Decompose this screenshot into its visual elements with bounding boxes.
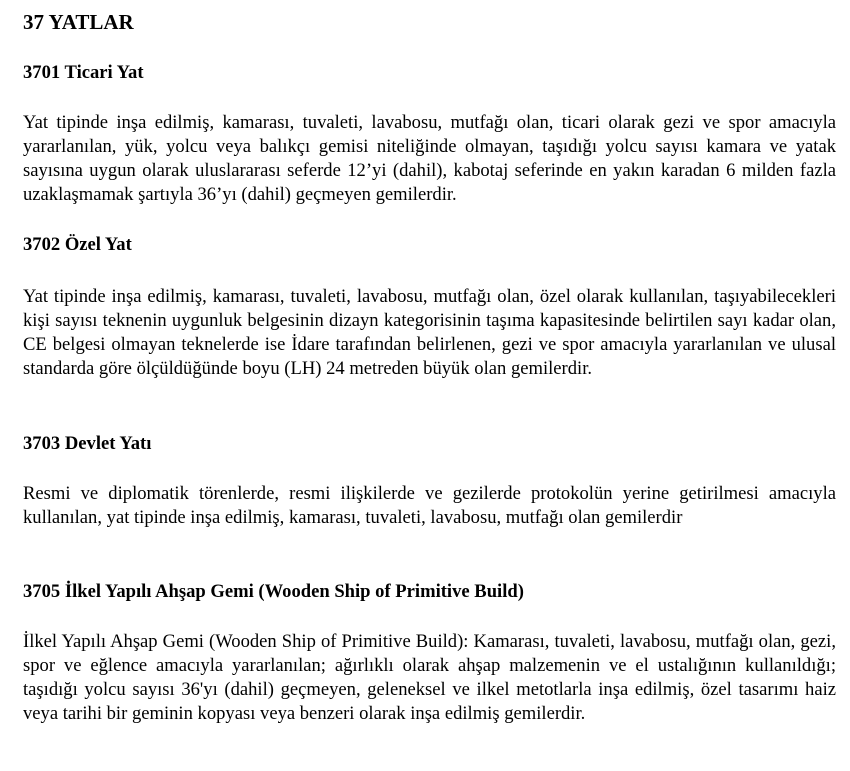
section-body-3705: İlkel Yapılı Ahşap Gemi (Wooden Ship of Primitive Build): Kamarası, tuvaleti, lavabosu, mutfağı olan, gezi, spor ve eğlence amacıyla yararlanılan; ağırlıklı olarak ahşap malzemenin ve el ustalığının kullanıldığı; taşıdığı yolcu sayısı 36'yı (dahil) geçmeyen, geleneksel ve ilkel metotlarla inşa edilmiş, özel tasarımı haiz veya tarihi bir geminin kopyası veya benzeri olarak inşa edilmiş gemilerdir. (23, 631, 836, 724)
document-title: 37 YATLAR (23, 10, 134, 34)
section-heading-3701: 3701 Ticari Yat (23, 62, 144, 83)
section-heading-3703: 3703 Devlet Yatı (23, 433, 152, 454)
section-heading-3702: 3702 Özel Yat (23, 234, 132, 255)
section-heading-3705: 3705 İlkel Yapılı Ahşap Gemi (Wooden Ship of Primitive Build) (23, 581, 524, 602)
section-body-3701: Yat tipinde inşa edilmiş, kamarası, tuvaleti, lavabosu, mutfağı olan, ticari olarak gezi ve spor amacıyla yararlanılan, yük, yolcu veya balıkçı gemisi niteliğinde olmayan, taşıdığı yolcu sayısı kamara ve yatak sayısına uygun olarak uluslararası seferde 12’yi (dahil), kabotaj seferinde en yakın karadan 6 milden fazla uzaklaşmamak şartıyla 36’yı (dahil) geçmeyen gemilerdir. (23, 112, 836, 205)
section-body-3703: Resmi ve diplomatik törenlerde, resmi ilişkilerde ve gezilerde protokolün yerine getirilmesi amacıyla kullanılan, yat tipinde inşa edilmiş, kamarası, tuvaleti, lavabosu, mutfağı olan gemilerdir (23, 483, 836, 528)
section-body-3702: Yat tipinde inşa edilmiş, kamarası, tuvaleti, lavabosu, mutfağı olan, özel olarak kullanılan, taşıyabilecekleri kişi sayısı teknenin uygunluk belgesinin dizayn kategorisinin taşıma kapasitesinde belirtilen sayı kadar olan, CE belgesi olmayan teknelerde ise İdare tarafından belirlenen, gezi ve spor amacıyla yararlanılan ve ulusal standarda göre ölçüldüğünde boyu (LH) 24 metreden büyük olan gemilerdir. (23, 286, 836, 379)
